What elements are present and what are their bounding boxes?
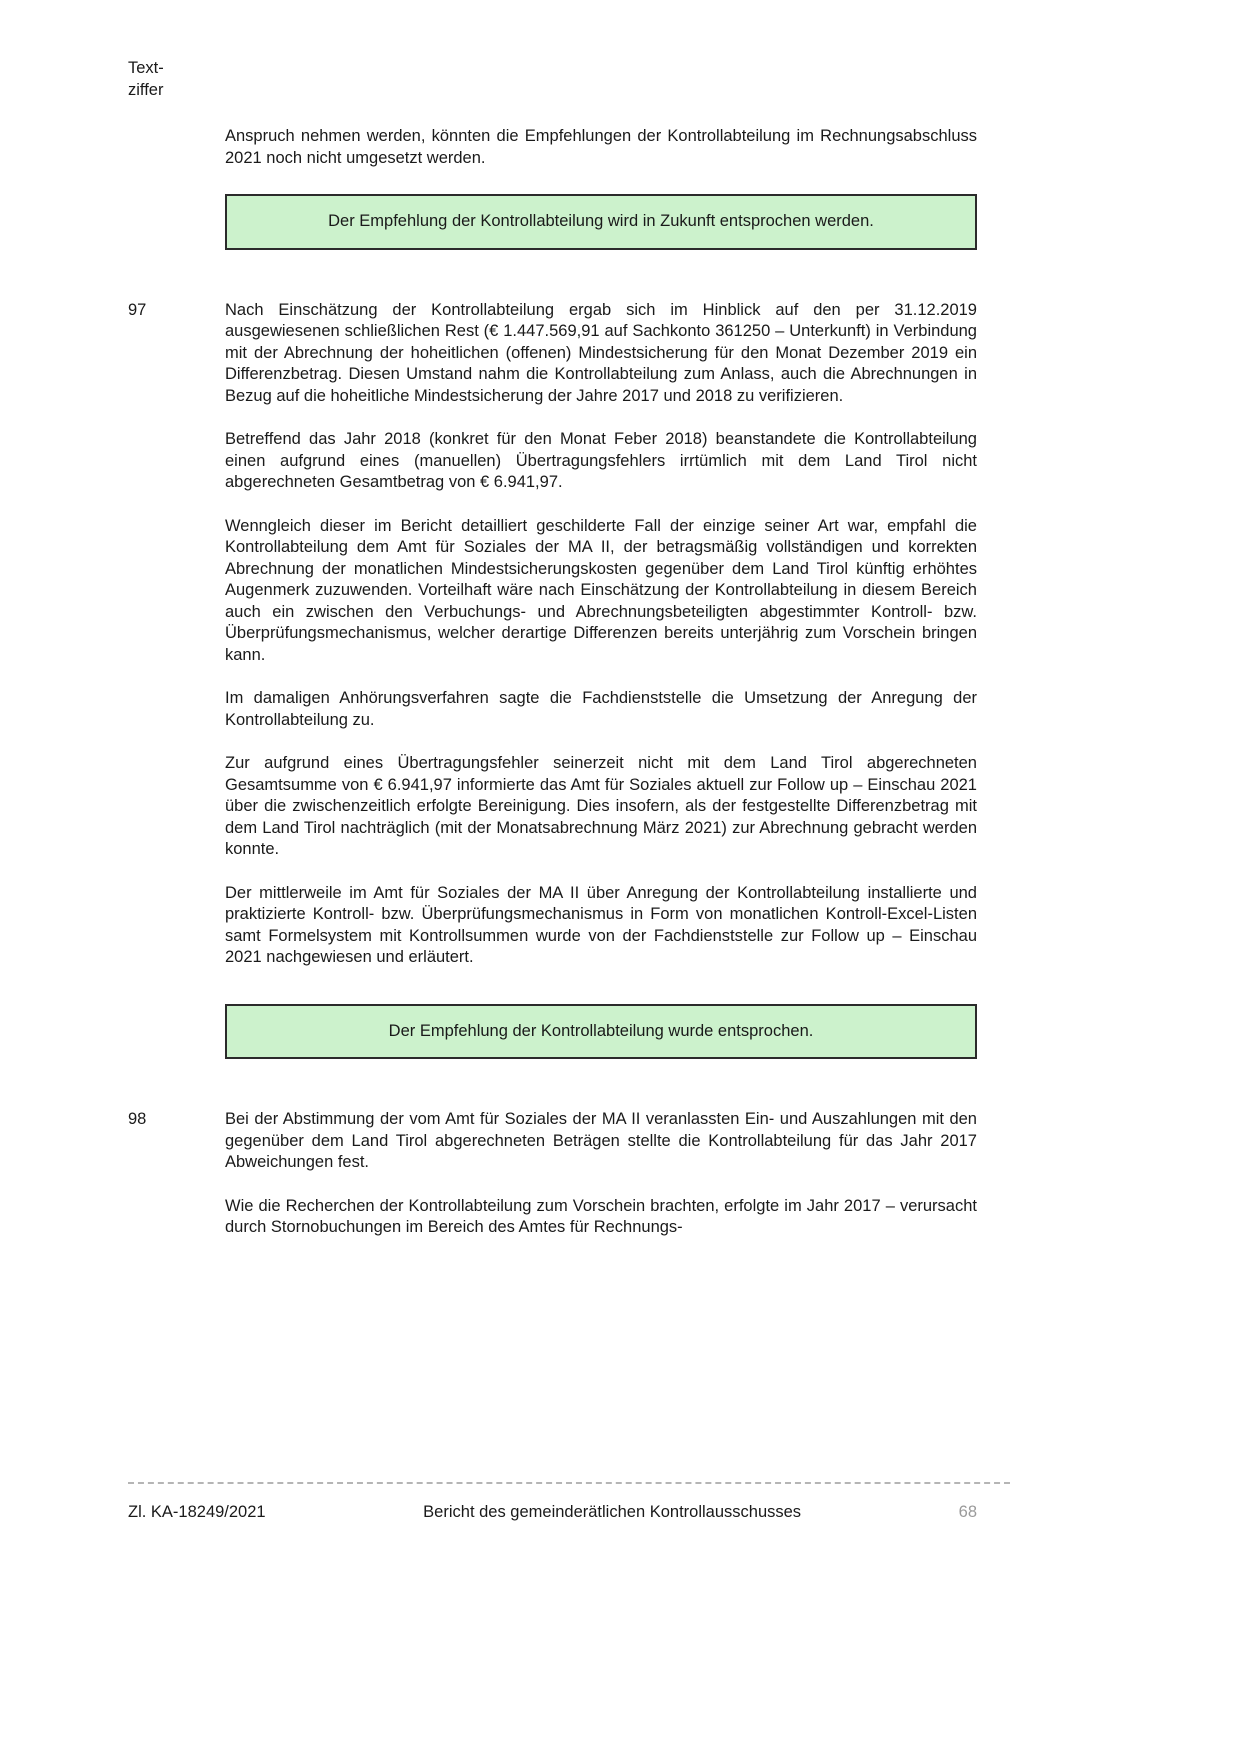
margin-header-line1: Text- — [128, 59, 164, 77]
section-98 — [128, 1109, 1241, 1239]
paragraph: Der mittlerweile im Amt für Soziales der MA II über Anregung der Kontrollabteilung installierte und praktizierte Kontroll- bzw. Überprüfungsmechanismus in Form von monatlichen Kontroll-Excel-Listen samt Formelsystem mit Kontrollsummen wurde von der Fachdienststelle zur Follow up – Einschau 2021 nachgewiesen und erläutert. — [225, 883, 977, 966]
intro-paragraph: Anspruch nehmen werden, könnten die Empfehlungen der Kontrollabteilung im Rechnungsabschluss 2021 noch nicht umgesetzt werden. — [225, 127, 977, 167]
paragraph: Betreffend das Jahr 2018 (konkret für den Monat Feber 2018) beanstandete die Kontrollabteilung einen aufgrund eines (manuellen) Übertragungsfehlers irrtümlich mit dem Land Tirol nicht abgerechneten Gesamtbetrag von € 6.941,97. — [225, 430, 977, 491]
margin-header-line2: ziffer — [128, 80, 164, 99]
recommendation-box-2: Der Empfehlung der Kontrollabteilung wurde entsprochen. — [225, 1004, 977, 1060]
footer-dashed-rule — [128, 1482, 1010, 1484]
page-footer — [128, 1482, 1010, 1524]
section-97 — [128, 300, 1241, 969]
footer-title: Bericht des gemeinderätlichen Kontrollausschusses — [423, 1503, 802, 1521]
paragraph: Wie die Recherchen der Kontrollabteilung zum Vorschein brachten, erfolgte im Jahr 2017 – verursacht durch Stornobuchungen im Bereich des Amtes für Rechnungs- — [225, 1196, 977, 1236]
section-number: 97 — [128, 300, 147, 319]
intro-band — [128, 126, 1241, 169]
paragraph: Zur aufgrund eines Übertragungsfehler seinerzeit nicht mit dem Land Tirol abgerechneten Gesamtsumme von € 6.941,97 informierte das Amt für Soziales aktuell zur Follow up – Einschau 2021 über die zwischenzeitlich erfolgte Bereinigung. Dies insofern, als der festgestellte Differenzbetrag mit dem Land Tirol nachträglich (mit der Monatsabrechnung März 2021) zur Abrechnung gebracht werden konnte. — [225, 754, 977, 858]
margin-header — [128, 58, 1241, 101]
recommendation-box-1: Der Empfehlung der Kontrollabteilung wird in Zukunft entsprochen werden. — [225, 194, 977, 250]
paragraph: Wenngleich dieser im Bericht detailliert geschilderte Fall der einzige seiner Art war, empfahl die Kontrollabteilung dem Amt für Soziales der MA II, der betragsmäßig vollständigen und korrekten Abrechnung der monatlichen Mindestsicherungskosten gegenüber dem Land Tirol künftig erhöhtes Augenmerk zuzuwenden. Vorteilhaft wäre nach Einschätzung der Kontrollabteilung in diesem Bereich auch ein zwischen den Verbuchungs- und Abrechnungsbeteiligten abgestimmter Kontroll- bzw. Überprüfungsmechanismus, welcher derartige Differenzen bereits unterjährig zum Vorschein bringen kann. — [225, 516, 977, 664]
paragraph: Nach Einschätzung der Kontrollabteilung ergab sich im Hinblick auf den per 31.12.2019 ausgewiesenen schließlichen Rest (€ 1.447.569,91 auf Sachkonto 361250 – Unterkunft) in Verbindung mit der Abrechnung der hoheitlichen (offenen) Mindestsicherung für den Monat Dezember 2019 ein Differenzbetrag. Diesen Umstand nahm die Kontrollabteilung zum Anlass, auch die Abrechnungen in Bezug auf die hoheitliche Mindestsicherung der Jahre 2017 und 2018 zu verifizieren. — [225, 300, 977, 405]
section-number: 98 — [128, 1110, 147, 1128]
footer-reference: Zl. KA-18249/2021 — [128, 1503, 266, 1521]
paragraph: Im damaligen Anhörungsverfahren sagte die Fachdienststelle die Umsetzung der Anregung der Kontrollabteilung zu. — [225, 689, 977, 729]
paragraph: Bei der Abstimmung der vom Amt für Soziales der MA II veranlassten Ein- und Auszahlungen mit den gegenüber dem Land Tirol abgerechneten Beträgen stellte die Kontrollabteilung für das Jahr 2017 Abweichungen fest. — [225, 1110, 977, 1171]
footer-page-number: 68 — [958, 1503, 977, 1521]
